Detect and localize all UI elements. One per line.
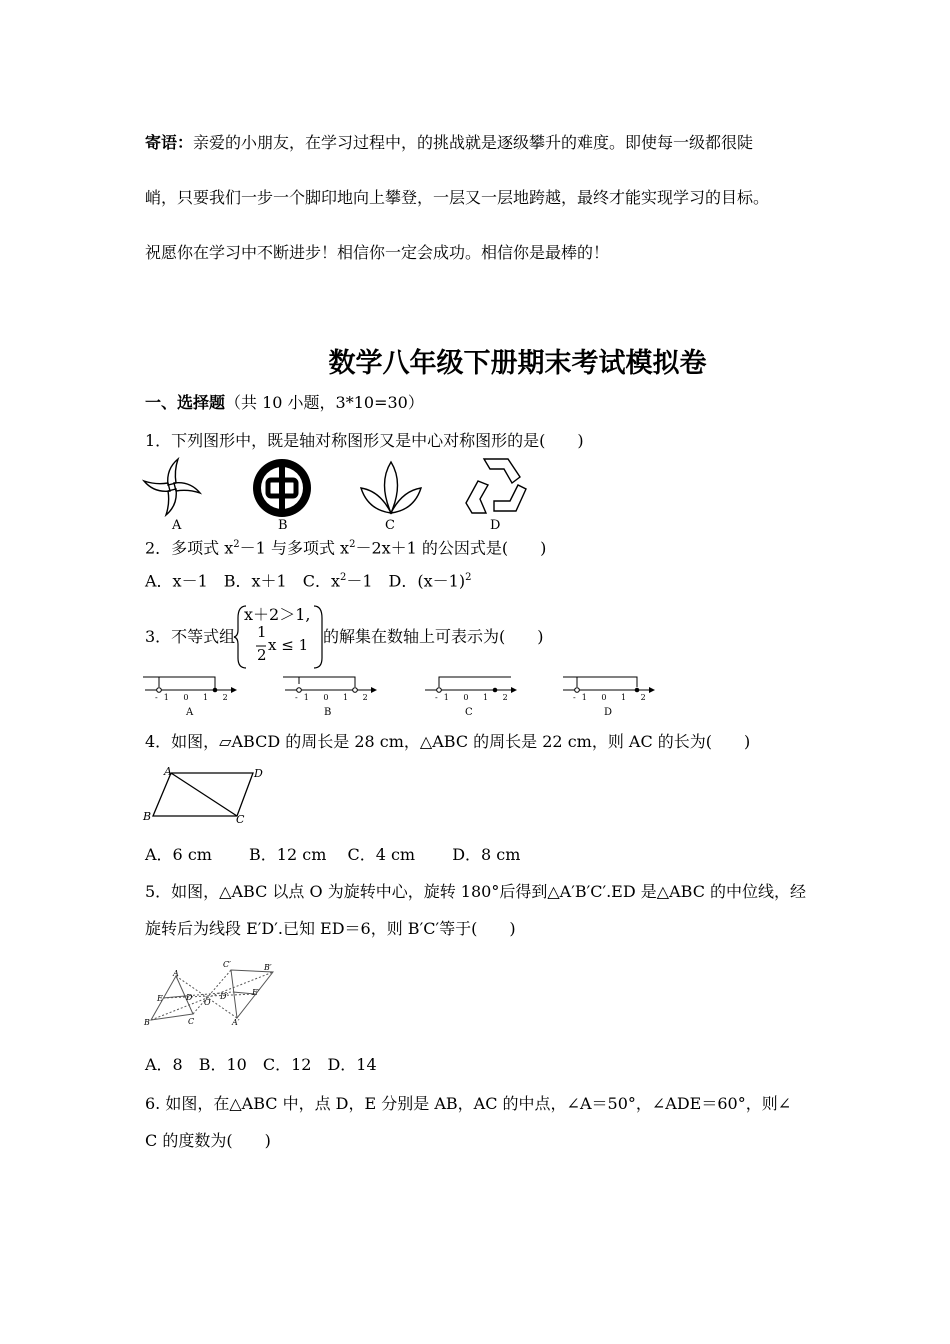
- question-4-stem: 4．如图，▱ABCD 的周长是 28 cm，△ABC 的周长是 22 cm，则 AC 的长为( ): [145, 732, 751, 751]
- q3-label-c: C: [465, 707, 473, 718]
- fig5-b-prime: B′: [264, 963, 272, 972]
- fig5-e-prime: E′: [252, 988, 260, 997]
- ticks-d: -1 0 1 2: [573, 693, 652, 702]
- fig5-o: O: [204, 998, 211, 1007]
- question-6-line-1: 6. 如图，在△ABC 中，点 D，E 分别是 AB，AC 的中点，∠A＝50°，∠ADE＝60°，则∠: [145, 1094, 792, 1113]
- vertex-c: C: [236, 813, 245, 826]
- coin-logo-figure: [252, 458, 312, 518]
- question-3-stem-b: 的解集在数轴上可表示为( ): [323, 627, 544, 646]
- vertex-d: D: [254, 767, 263, 780]
- greeting-line-2: 峭，只要我们一步一个脚印地向上攀登，一层又一层地跨越，最终才能实现学习的目标。: [145, 188, 770, 207]
- fig5-a-prime: A′: [232, 1018, 240, 1027]
- lotus-figure: [358, 458, 424, 518]
- question-5-options: A．8 B．10 C．12 D．14: [145, 1055, 377, 1074]
- recycle-figure: [462, 455, 532, 520]
- greeting-line-1: 寄语：亲爱的小朋友，在学习过程中，的挑战就是逐级攀升的难度。即使每一级都很陡: [145, 133, 754, 152]
- ticks-b: -1 0 1 2: [295, 693, 374, 702]
- question-6-line-2: C 的度数为( ): [145, 1131, 271, 1150]
- fraction-numerator: 1: [257, 623, 267, 641]
- section-heading: 一、选择题（共 10 小题，3*10=30）: [145, 393, 424, 412]
- pinwheel-figure: [140, 455, 210, 520]
- ticks-a: -1 0 1 2: [155, 693, 234, 702]
- q1-label-b: B: [278, 518, 288, 533]
- fig5-e: E: [157, 994, 163, 1003]
- q1-label-d: D: [490, 518, 501, 533]
- fraction-denominator: 2: [257, 646, 267, 664]
- q1-label-c: C: [385, 518, 395, 533]
- fig5-d-prime: D′: [220, 992, 229, 1001]
- q1-label-a: A: [172, 518, 182, 533]
- fig5-b: B: [144, 1018, 150, 1027]
- question-2-options: A．x－1 B．x＋1 C．$x^2-1$ D．$(x-1)^2$: [145, 571, 472, 591]
- q3-label-a: A: [186, 707, 194, 718]
- question-3-stem-a: 3．不等式组: [145, 627, 236, 646]
- greeting-label: 寄语：: [145, 133, 194, 152]
- fig5-c-prime: C′: [223, 960, 231, 969]
- system-line-1: x＋2＞1,: [244, 605, 311, 624]
- q3-label-b: B: [324, 707, 332, 718]
- question-5-line-2: 旋转后为线段 E′D′.已知 ED＝6，则 B′C′等于( ): [145, 919, 516, 938]
- question-4-options: A．6 cm B．12 cm C．4 cm D．8 cm: [145, 845, 521, 864]
- question-2-stem: 2．多项式 $x^2-1$ 与多项式 $x^2-2x+1$ 的公因式是( ): [145, 538, 547, 558]
- fig5-c: C: [188, 1017, 195, 1026]
- fig5-a: A: [173, 969, 179, 978]
- question-1-stem: 1．下列图形中，既是轴对称图形又是中心对称图形的是( ): [145, 431, 584, 450]
- ticks-c: -1 0 1 2: [435, 693, 514, 702]
- rotation-figure: [143, 962, 283, 1032]
- vertex-b: B: [143, 810, 152, 823]
- system-line-2: x ≤ 1: [268, 636, 309, 654]
- fig5-d: D: [186, 993, 193, 1002]
- vertex-a: A: [164, 765, 172, 778]
- q3-label-d: D: [604, 707, 613, 718]
- question-5-line-1: 5．如图，△ABC 以点 O 为旋转中心，旋转 180°后得到△A′B′C′.ED 是△ABC 的中位线，经: [145, 882, 807, 901]
- page-title: 数学八年级下册期末考试模拟卷: [328, 348, 707, 379]
- greeting-line-3: 祝愿你在学习中不断进步！相信你一定会成功。相信你是最棒的！: [145, 243, 610, 262]
